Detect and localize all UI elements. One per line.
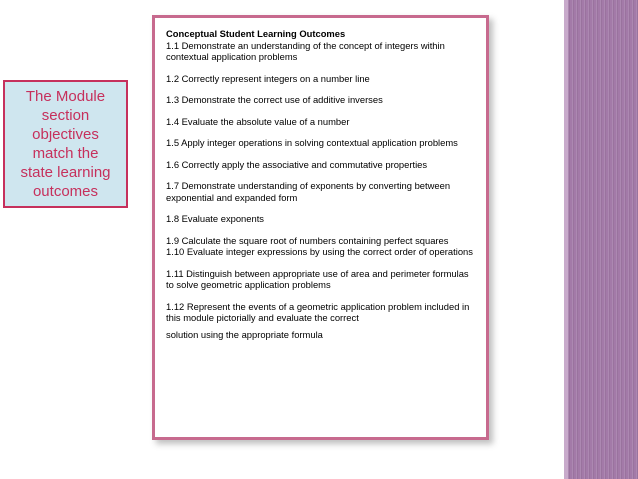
outcome-1-5: 1.5 Apply integer operations in solving contextual application problems bbox=[166, 137, 458, 148]
outcome-1-4: 1.4 Evaluate the absolute value of a number bbox=[166, 115, 350, 127]
decorative-side-panel bbox=[568, 0, 638, 479]
outcome-1-6: 1.6 Correctly apply the associative and commutative properties bbox=[166, 158, 428, 170]
outcomes-title: Conceptual Student Learning Outcomes bbox=[166, 28, 346, 39]
learning-outcomes-card bbox=[152, 15, 489, 440]
outcome-1-1: 1.1 Demonstrate an understanding of the concept of integers within contextual application problems bbox=[166, 39, 445, 62]
outcome-1-10: 1.10 Evaluate integer expressions by using the correct order of operations bbox=[166, 246, 473, 257]
outcome-1-12: 1.12 Represent the events of a geometric application problem included in this module pictorially and evaluate the correct bbox=[166, 300, 470, 323]
learning-outcomes-list bbox=[166, 28, 476, 340]
outcome-1-12-continuation: solution using the appropriate formula bbox=[166, 328, 323, 340]
outcome-1-11: 1.11 Distinguish between appropriate use of area and perimeter formulas to solve geometric application problems bbox=[166, 267, 469, 290]
outcome-1-9: 1.9 Calculate the square root of numbers containing perfect squares bbox=[166, 234, 449, 246]
callout-text: The Module section objectives match the state learning outcomes bbox=[20, 88, 111, 200]
outcome-1-7: 1.7 Demonstrate understanding of exponents by converting between exponential and expanded form bbox=[166, 180, 451, 203]
outcome-1-3: 1.3 Demonstrate the correct use of additive inverses bbox=[166, 94, 383, 105]
callout-box bbox=[3, 80, 128, 208]
outcome-1-8: 1.8 Evaluate exponents bbox=[166, 213, 264, 224]
outcome-1-2: 1.2 Correctly represent integers on a number line bbox=[166, 72, 370, 84]
